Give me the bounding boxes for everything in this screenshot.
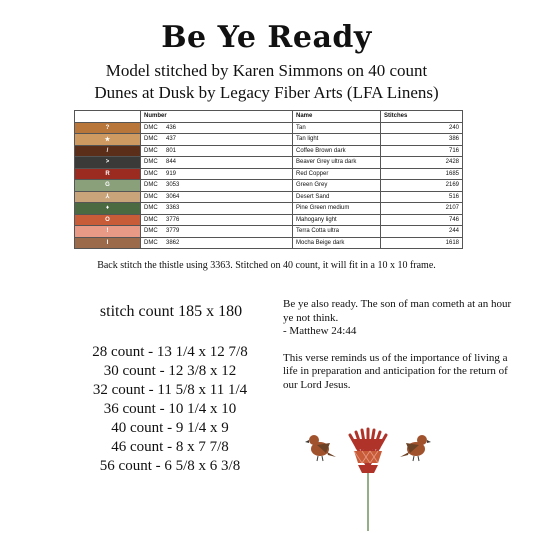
subtitle-model: Model stitched by Karen Simmons on 40 count <box>105 61 428 80</box>
floss-number <box>141 226 293 238</box>
floss-name: Mocha Beige dark <box>293 237 381 249</box>
table-row <box>75 122 463 134</box>
floss-stitches: 1618 <box>381 237 463 249</box>
floss-brand: DMC <box>144 170 158 177</box>
floss-stitches: 244 <box>381 226 463 238</box>
floss-swatch: / <box>75 145 141 157</box>
floss-code: 801 <box>166 147 177 154</box>
floss-brand: DMC <box>144 182 158 189</box>
floss-swatch: ⅄ <box>75 191 141 203</box>
table-row <box>75 180 463 192</box>
table-row <box>75 168 463 180</box>
floss-brand: DMC <box>144 147 158 154</box>
floss-swatch: I <box>75 237 141 249</box>
floss-brand: DMC <box>144 239 158 246</box>
floss-name: Beaver Grey ultra dark <box>293 157 381 169</box>
table-row <box>75 134 463 146</box>
verse-citation: - Matthew 24:44 <box>283 325 357 337</box>
floss-name: Tan <box>293 122 381 134</box>
thistle-icon <box>350 429 386 531</box>
floss-swatch: ! <box>75 226 141 238</box>
floss-code: 3862 <box>166 239 180 246</box>
floss-stitches: 2428 <box>381 157 463 169</box>
floss-number <box>141 168 293 180</box>
subtitle-fabric: Dunes at Dusk by Legacy Fiber Arts (LFA Linens) <box>94 83 439 102</box>
floss-code: 436 <box>166 124 177 131</box>
table-row <box>75 191 463 203</box>
floss-code: 3363 <box>166 205 180 212</box>
verse-block <box>283 298 513 405</box>
floss-name: Pine Green medium <box>293 203 381 215</box>
floss-code: 3053 <box>166 182 180 189</box>
size-item: 56 count - 6 5/8 x 6 3/8 <box>99 458 241 474</box>
size-item: 46 count - 8 x 7 7/8 <box>111 439 229 455</box>
floss-stitches: 2169 <box>381 180 463 192</box>
floss-name: Terra Cotta ultra <box>293 226 381 238</box>
floss-name: Red Copper <box>293 168 381 180</box>
floss-stitches: 516 <box>381 191 463 203</box>
backstitch-note: Back stitch the thistle using 3363. Stitched on 40 count, it will fit in a 10 x 10 frame. <box>97 260 436 271</box>
header-name: Name <box>293 111 381 123</box>
stitch-count: stitch count 185 x 180 <box>99 303 243 320</box>
left-bird-icon <box>305 435 336 461</box>
floss-brand: DMC <box>144 124 158 131</box>
table-header-row <box>75 111 463 123</box>
floss-code: 3779 <box>166 228 180 235</box>
table-row <box>75 214 463 226</box>
floss-code: 919 <box>166 170 177 177</box>
floss-brand: DMC <box>144 205 158 212</box>
right-bird-icon <box>400 435 431 461</box>
table-row <box>75 226 463 238</box>
floss-swatch: R <box>75 168 141 180</box>
floss-number <box>141 134 293 146</box>
verse-reflection: This verse reminds us of the importance of living a life in preparation and anticipation for the return of our Lord Jesus. <box>283 351 508 391</box>
floss-stitches: 746 <box>381 214 463 226</box>
size-item: 32 count - 11 5/8 x 11 1/4 <box>92 382 248 398</box>
floss-code: 3776 <box>166 216 180 223</box>
size-item: 30 count - 12 3/8 x 12 <box>103 363 237 379</box>
birds-thistle-illustration <box>290 427 450 532</box>
floss-name: Desert Sand <box>293 191 381 203</box>
page-title: Be Ye Ready <box>161 20 372 55</box>
floss-number <box>141 180 293 192</box>
floss-number <box>141 122 293 134</box>
size-item: 36 count - 10 1/4 x 10 <box>103 401 237 417</box>
floss-name: Green Grey <box>293 180 381 192</box>
floss-number <box>141 203 293 215</box>
floss-brand: DMC <box>144 159 158 166</box>
floss-number <box>141 237 293 249</box>
header-symbol <box>75 111 141 123</box>
floss-swatch: O <box>75 214 141 226</box>
table-row <box>75 145 463 157</box>
floss-stitches: 1685 <box>381 168 463 180</box>
table-row <box>75 157 463 169</box>
floss-brand: DMC <box>144 193 158 200</box>
floss-brand: DMC <box>144 228 158 235</box>
floss-code: 437 <box>166 136 177 143</box>
floss-swatch: ★ <box>75 134 141 146</box>
table-row <box>75 237 463 249</box>
header-stitches: Stitches <box>381 111 463 123</box>
floss-stitches: 240 <box>381 122 463 134</box>
floss-name: Mahogany light <box>293 214 381 226</box>
floss-code: 3064 <box>166 193 180 200</box>
floss-number <box>141 157 293 169</box>
table-row <box>75 203 463 215</box>
floss-swatch: ? <box>75 122 141 134</box>
floss-stitches: 716 <box>381 145 463 157</box>
floss-number <box>141 214 293 226</box>
floss-code: 844 <box>166 159 177 166</box>
floss-swatch: ♦ <box>75 203 141 215</box>
floss-stitches: 386 <box>381 134 463 146</box>
verse-quote: Be ye also ready. The son of man cometh at an hour ye not think. <box>283 298 512 324</box>
floss-number <box>141 191 293 203</box>
floss-name: Coffee Brown dark <box>293 145 381 157</box>
floss-swatch: > <box>75 157 141 169</box>
floss-stitches: 2107 <box>381 203 463 215</box>
header-number: Number <box>141 111 293 123</box>
floss-brand: DMC <box>144 216 158 223</box>
size-item: 40 count - 9 1/4 x 9 <box>111 420 229 436</box>
floss-name: Tan light <box>293 134 381 146</box>
size-item: 28 count - 13 1/4 x 12 7/8 <box>92 344 248 360</box>
fabric-sizes-list <box>70 343 270 476</box>
floss-swatch: G <box>75 180 141 192</box>
floss-brand: DMC <box>144 136 158 143</box>
floss-table <box>74 110 462 249</box>
floss-number <box>141 145 293 157</box>
